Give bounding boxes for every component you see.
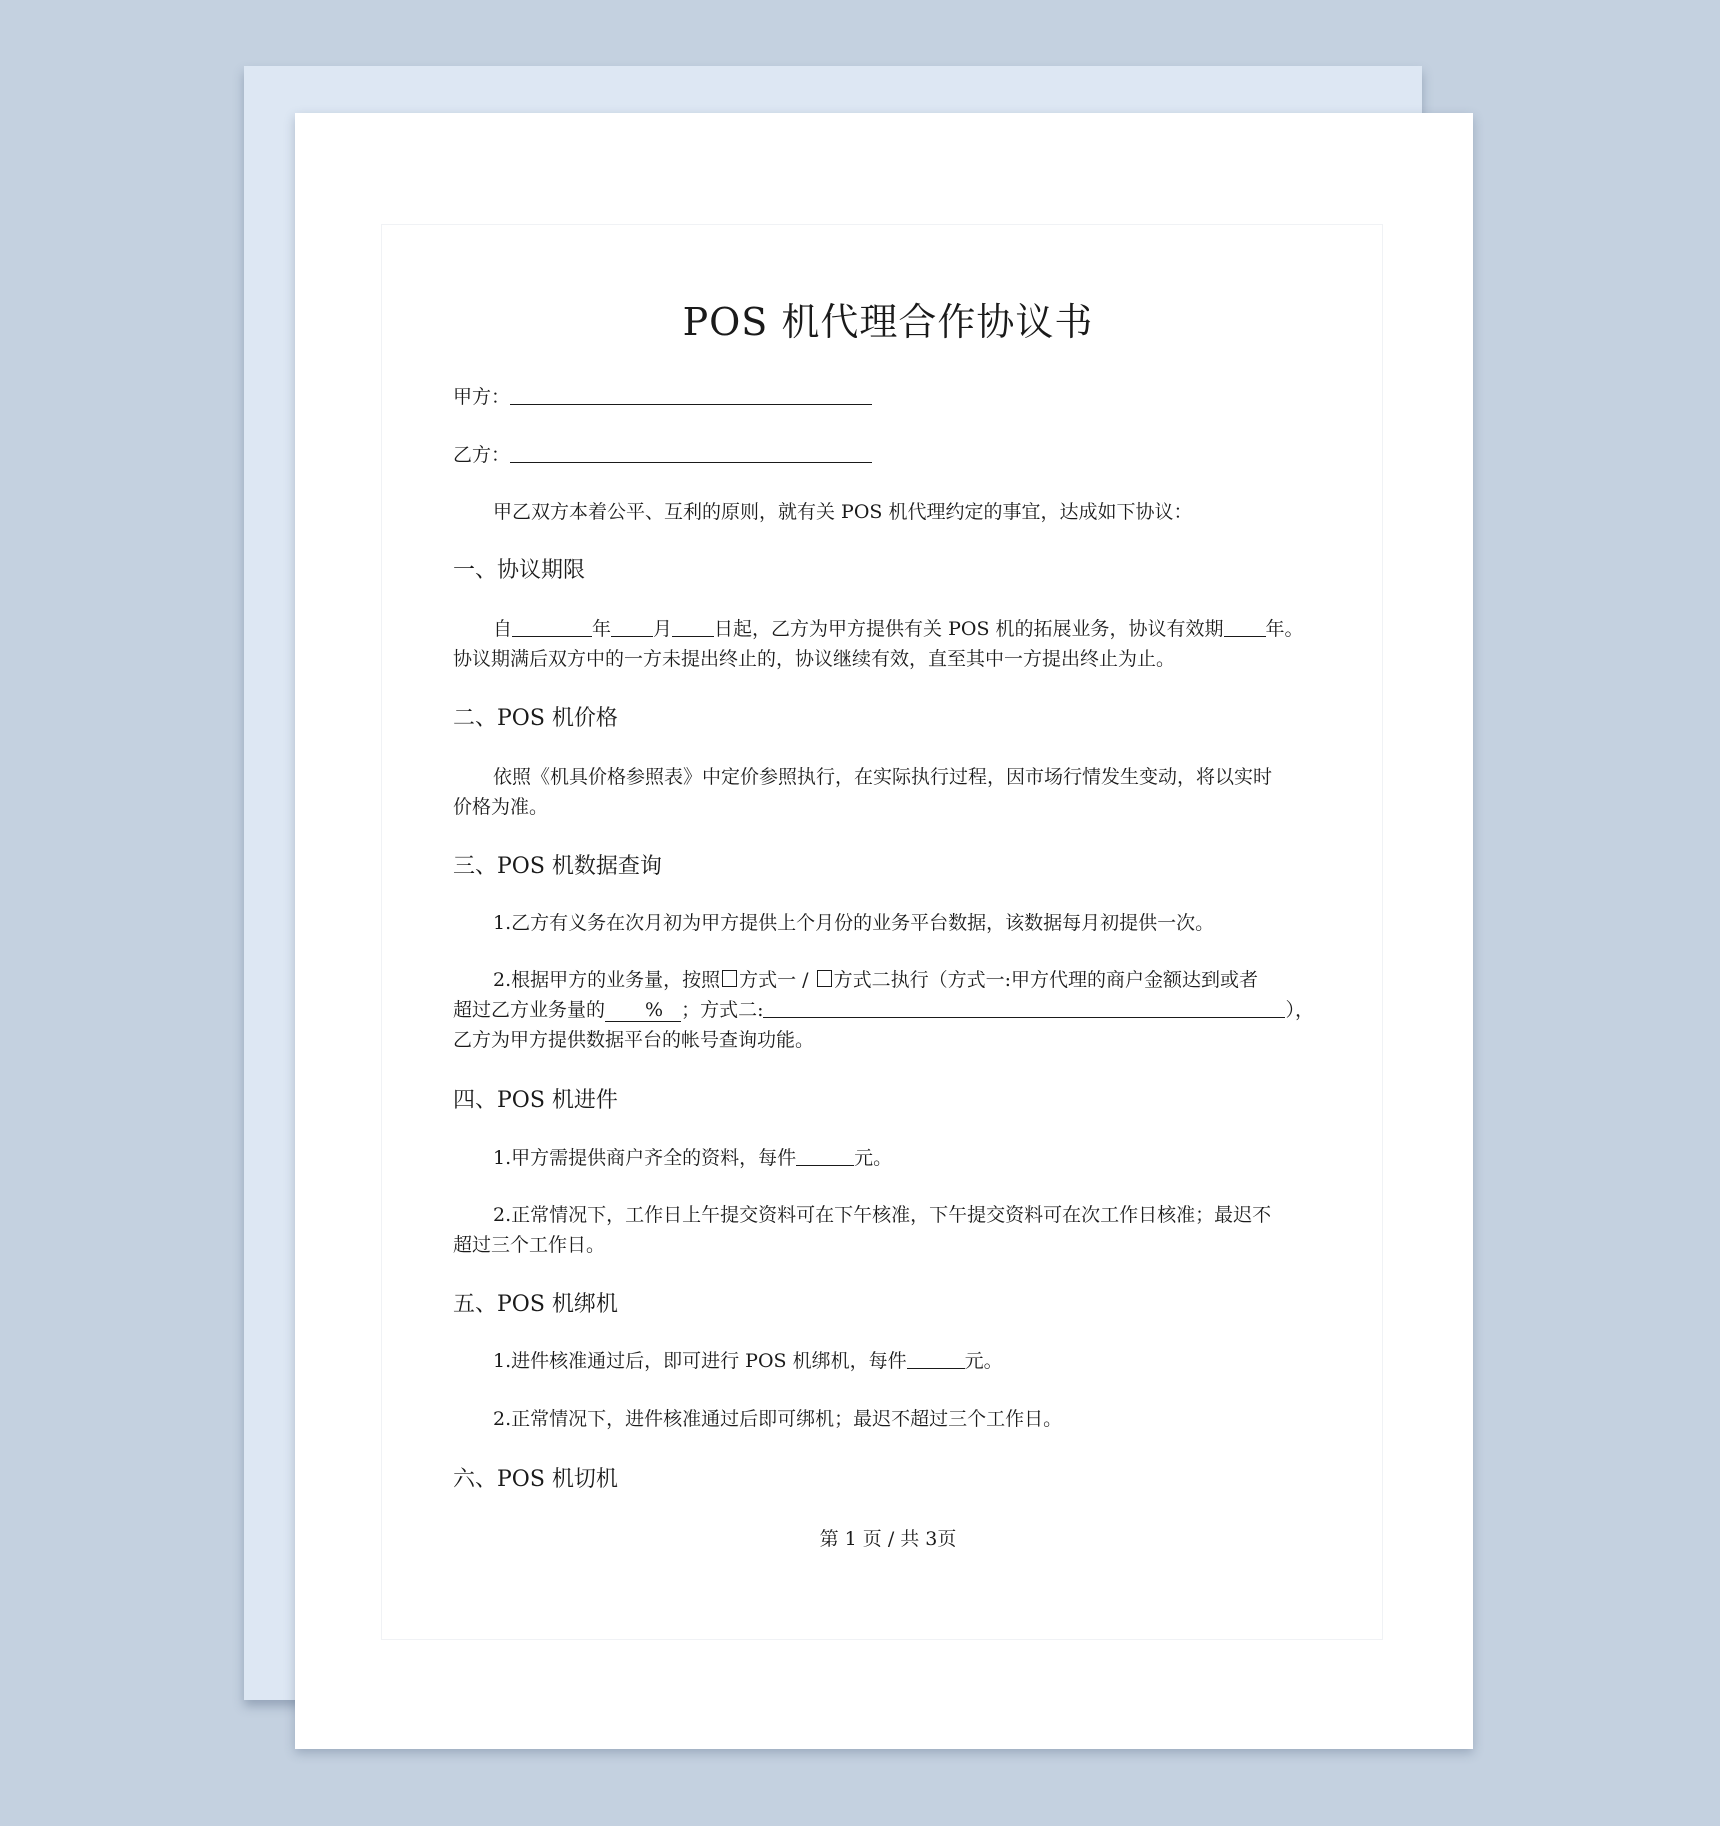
page-footer: 第 1 页 / 共 3页 bbox=[819, 1528, 957, 1550]
section-1-paragraph-line-2: 协议期满后双方中的一方未提出终止的，协议继续有效，直至其中一方提出终止为止。 bbox=[453, 648, 1176, 670]
section-4-heading: 四、POS 机进件 bbox=[453, 1088, 618, 1113]
section-1-paragraph-line-1 bbox=[453, 614, 1373, 641]
s3-item2-text-c: 方式二执行（方式一:甲方代理的商户金额达到或者 bbox=[833, 969, 1259, 991]
party-b-line bbox=[453, 440, 1333, 467]
s1-text-from: 自 bbox=[493, 618, 513, 640]
section-3-item-1: 1.乙方有义务在次月初为甲方提供上个月份的业务平台数据，该数据每月初提供一次。 bbox=[493, 912, 1215, 934]
intro-paragraph: 甲乙双方本着公平、互利的原则，就有关 POS 机代理约定的事宜，达成如下协议： bbox=[493, 501, 1193, 523]
section-2-heading: 二、POS 机价格 bbox=[453, 706, 618, 731]
s1-text-year: 年 bbox=[592, 618, 612, 640]
section-5-item-1 bbox=[453, 1346, 1373, 1373]
year-blank bbox=[512, 618, 592, 637]
document-title: POS 机代理合作协议书 bbox=[682, 300, 1094, 344]
party-b-blank bbox=[510, 444, 872, 463]
section-2-paragraph-line-1: 依照《机具价格参照表》中定价参照执行，在实际执行过程，因市场行情发生变动，将以实时 bbox=[493, 766, 1273, 788]
s3-item2-method-2: ；方式二: bbox=[681, 999, 764, 1021]
s1-text-day: 日起，乙方为甲方提供有关 POS 机的拓展业务，协议有效期 bbox=[714, 618, 1224, 640]
section-1-heading: 一、协议期限 bbox=[453, 558, 586, 583]
section-5-heading: 五、POS 机绑机 bbox=[453, 1292, 618, 1317]
section-5-item-2: 2.正常情况下，进件核准通过后即可绑机；最迟不超过三个工作日。 bbox=[493, 1408, 1063, 1430]
section-3-item-2-line-2 bbox=[453, 995, 1333, 1022]
s5-fee-blank bbox=[907, 1350, 965, 1369]
s3-item2-text-a: 2.根据甲方的业务量，按照 bbox=[493, 969, 721, 991]
s4-fee-blank bbox=[796, 1147, 854, 1166]
s5-item1-unit: 元。 bbox=[964, 1350, 1003, 1372]
section-3-heading: 三、POS 机数据查询 bbox=[453, 854, 662, 879]
party-b-label: 乙方： bbox=[453, 444, 511, 466]
s3-item2-text-exceed: 超过乙方业务量的 bbox=[453, 999, 606, 1021]
section-4-item-2-line-1: 2.正常情况下，工作日上午提交资料可在下午核准，下午提交资料可在次工作日核准；最迟不 bbox=[493, 1204, 1272, 1226]
section-3-item-2-line-1 bbox=[453, 965, 1373, 992]
document-page bbox=[295, 113, 1473, 1749]
option-2-checkbox[interactable] bbox=[817, 970, 832, 987]
month-blank bbox=[611, 618, 653, 637]
s4-item1-unit: 元。 bbox=[854, 1147, 893, 1169]
validity-years-blank bbox=[1224, 618, 1266, 637]
party-a-label: 甲方： bbox=[453, 386, 511, 408]
day-blank bbox=[672, 618, 714, 637]
section-4-item-2-line-2: 超过三个工作日。 bbox=[453, 1234, 606, 1256]
s4-item1-text: 1.甲方需提供商户齐全的资料，每件 bbox=[493, 1147, 797, 1169]
s1-text-month: 月 bbox=[653, 618, 673, 640]
section-4-item-1 bbox=[453, 1143, 1373, 1170]
s3-item2-option-1: 方式一 / bbox=[739, 969, 809, 991]
section-3-item-2-line-3: 乙方为甲方提供数据平台的帐号查询功能。 bbox=[453, 1029, 815, 1051]
s5-item1-text: 1.进件核准通过后，即可进行 POS 机绑机，每件 bbox=[493, 1350, 907, 1372]
s3-item2-close: ）， bbox=[1285, 999, 1314, 1021]
party-a-blank bbox=[510, 386, 872, 405]
s1-text-years-end: 年。 bbox=[1265, 618, 1304, 640]
party-a-line bbox=[453, 382, 1333, 409]
option-1-checkbox[interactable] bbox=[722, 970, 737, 987]
percent-blank: % bbox=[605, 999, 681, 1022]
section-6-heading: 六、POS 机切机 bbox=[453, 1467, 618, 1492]
method-2-blank bbox=[763, 999, 1285, 1018]
section-2-paragraph-line-2: 价格为准。 bbox=[453, 796, 549, 818]
